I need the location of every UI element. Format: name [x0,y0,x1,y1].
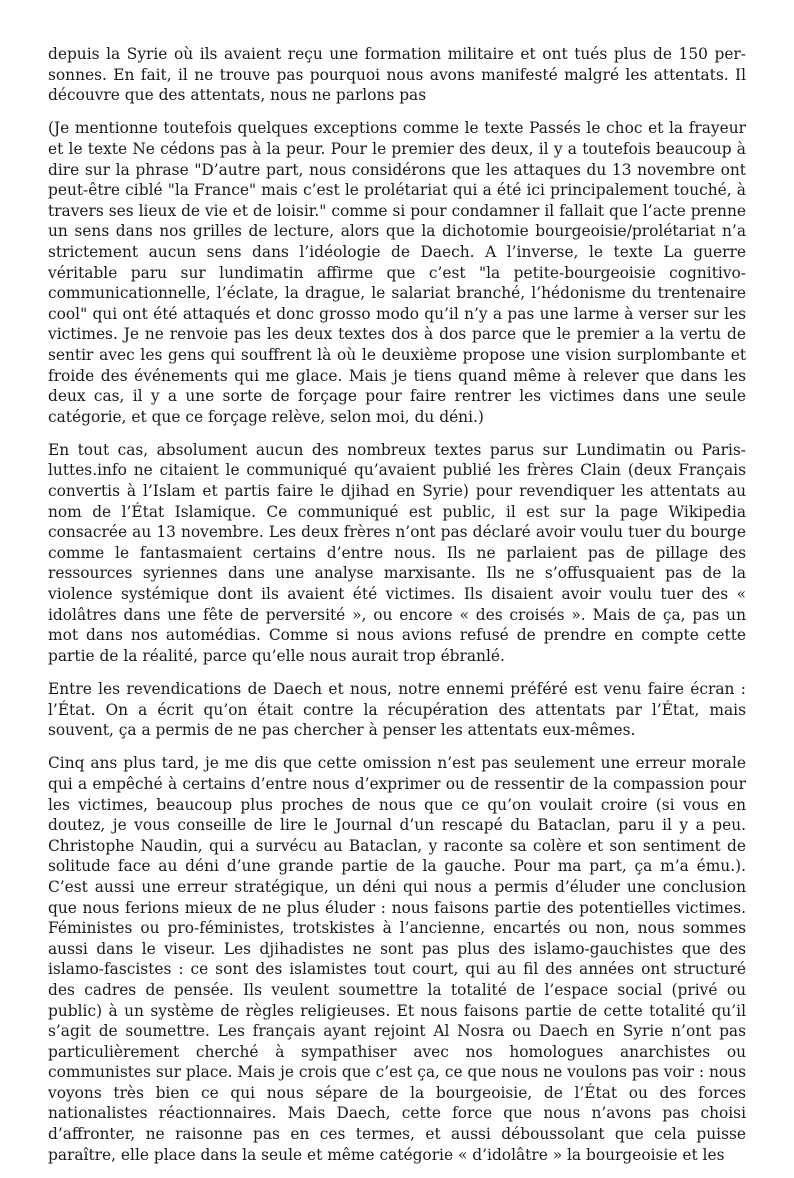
paragraph-2: (Je mentionne toutefois quelques exceptions comme le texte Passés le choc et la frayeur et le texte Ne cédons pas à la peur. Pour le premier des deux, il y a toutefois beaucoup à dire sur la phrase "D’autre part, nous considérons que les attaques du 13 novembre ont peut-être ciblé "la France" mais c’est le prolétariat qui a été ici principalement touché, à travers ses lieux de vie et de loisir." comme si pour condamner il fallait que l’acte prenne un sens dans nos grilles de lecture, alors que la dichotomie bourgeoisie/prolétariat n’a strictement aucun sens dans l’idéologie de Daech. A l’inverse, le texte La guerre véritable paru sur lundimatin affirme que c’est "la petite-bourgeoisie cognitivo-communicationnelle, l’éclate, la drague, le salariat branché, l’hédonisme du trentenaire cool" qui ont été attaqués et donc grosso modo qu’il n’y a pas une larme à verser sur les victimes. Je ne renvoie pas les deux textes dos à dos parce que le premier a la vertu de sentir avec les gens qui souffrent là où le deuxième propose une vision surplombante et froide des événements qui me glace. Mais je tiens quand même à relever que dans les deux cas, il y a une sorte de forçage pour faire rentrer les victimes dans une seule catégorie, et que ce forçage relève, selon moi, du déni.) [48,119,746,426]
paragraph-4: Entre les revendications de Daech et nous, notre ennemi préféré est venu faire écran : l’État. On a écrit qu’on était contre la récupération des attentats par l’État, mais souvent, ça a permis de ne pas chercher à penser les attentats eux-mêmes. [48,680,746,740]
paragraph-1: depuis la Syrie où ils avaient reçu une formation militaire et ont tués plus de 150 personnes. En fait, il ne trouve pas pourquoi nous avons manifesté malgré les attentats. Il découvre que des attentats, nous ne parlons pas [48,45,746,105]
paragraph-3: En tout cas, absolument aucun des nombreux textes parus sur Lundimatin ou Paris-luttes.info ne citaient le communiqué qu’avaient publié les frères Clain (deux Français convertis à l’Islam et partis faire le djihad en Syrie) pour revendiquer les attentats au nom de l’État Islamique. Ce communiqué est public, il est sur la page Wikipedia consacrée au 13 novembre. Les deux frères n’ont pas déclaré avoir voulu tuer du bourge comme le fantasmaient certains d’entre nous. Ils ne parlaient pas de pillage des ressources syriennes dans une analyse marxisante. Ils ne s’offusquaient pas de la violence systémique dont ils avaient été victimes. Ils disaient avoir voulu tuer des « idolâtres dans une fête de perversité », ou encore « des croisés ». Mais de ça, pas un mot dans nos automédias. Comme si nous avions refusé de prendre en compte cette partie de la réalité, parce qu’elle nous aurait trop ébranlé. [48,440,746,665]
paragraph-5: Cinq ans plus tard, je me dis que cette omission n’est pas seulement une erreur morale qui a empêché à certains d’entre nous d’exprimer ou de ressentir de la compassion pour les victimes, beaucoup plus proches de nous que ce qu’on voulait croire (si vous en doutez, je vous conseille de lire le Journal d’un rescapé du Bataclan, paru il y a peu. Christophe Naudin, qui a survécu au Bataclan, y raconte sa colère et son sentiment de solitude face au déni d’une grande partie de la gauche. Pour ma part, ça m’a ému.). C’est aussi une erreur stratégique, un déni qui nous a permis d’éluder une conclusion que nous ferions mieux de ne plus éluder : nous faisons partie des potentielles victimes. Féministes ou pro-féministes, trotskistes à l’ancienne, encartés ou non, nous sommes aussi dans le viseur. Les djihadistes ne sont pas plus des islamo-gauchistes que des islamo-fascistes : ce sont des islamistes tout court, qui au fil des années ont structuré des cadres de pensée. Ils veulent soumettre la totalité de l’espace social (privé ou public) à un système de règles religieuses. Et nous faisons partie de cette totalité qu’il s’agit de soumettre. Les français ayant rejoint Al Nosra ou Daech en Syrie n’ont pas particulièrement cherché à sympathiser avec nos homologues anarchistes ou communistes sur place. Mais je crois que c’est ça, ce que nous ne voulons pas voir : nous voyons très bien ce qui nous sépare de la bourgeoisie, de l’État ou des forces nationalistes réactionnaires. Mais Daech, cette force que nous n’avons pas choisi d’affronter, ne raisonne pas en ces termes, et aussi déboussolant que cela puisse paraître, elle place dans la seule et même catégorie « d’idolâtre » la bourgeoisie et les [48,754,746,1164]
document-page [48,44,746,1178]
